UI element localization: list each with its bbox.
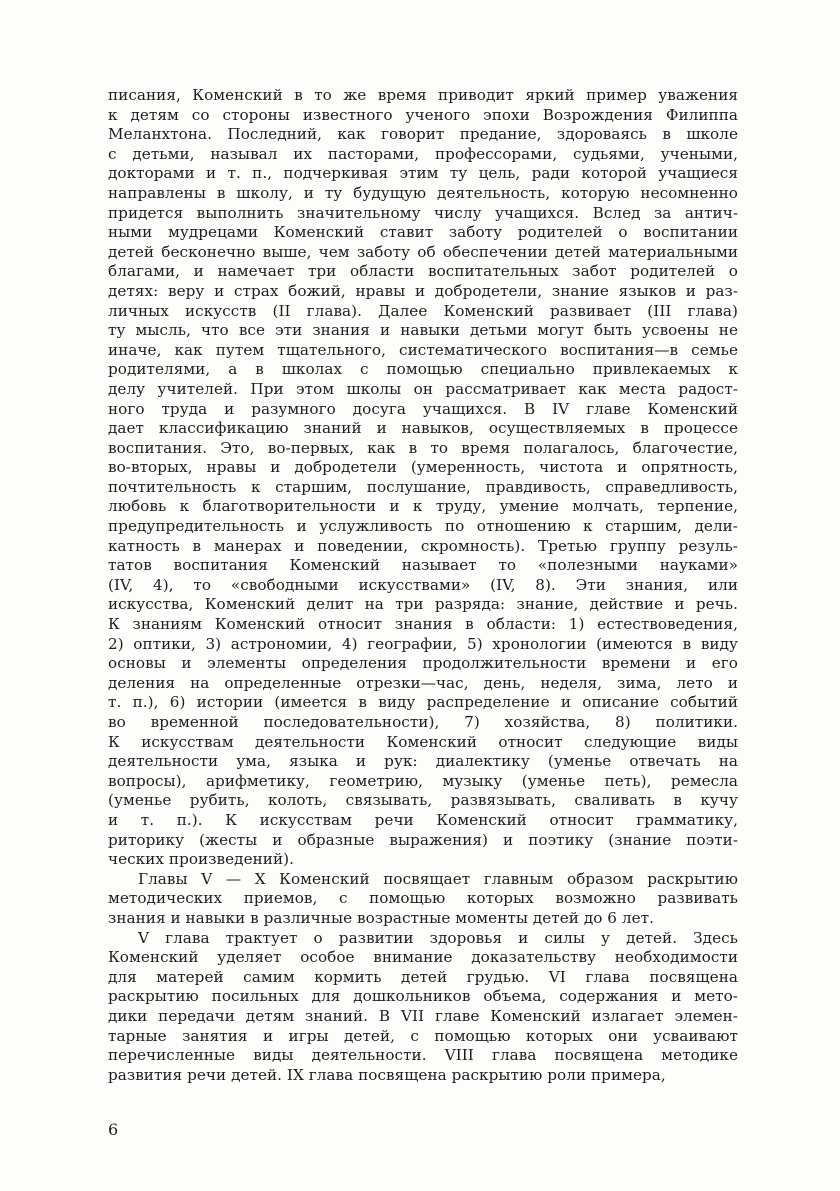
text-line: придется выполнить значительному числу учащихся. Вслед за антич- [108,203,738,222]
text-line: ными мудрецами Коменский ставит заботу родителей о воспитании [108,223,738,242]
text-line: перечисленные виды деятельности. VIII глава посвящена методике [108,1046,738,1065]
paragraph [108,870,738,929]
text-line: почтительность к старшим, послушание, правдивость, справедливость, [108,477,738,496]
text-line: деятельности ума, языка и рук: диалектику (уменье отвечать на [108,752,738,771]
text-line: детей бесконечно выше, чем заботу об обеспечении детей материальными [108,242,738,261]
text-line: 2) оптики, 3) астрономии, 4) географии, 5) хронологии (имеются в виду [108,634,738,653]
text-line: (уменье рубить, колоть, связывать, развязывать, сваливать в кучу [108,791,738,810]
text-line: Коменский уделяет особое внимание доказательству необходимости [108,948,738,967]
text-line: ту мысль, что все эти знания и навыки детьми могут быть усвоены не [108,321,738,340]
text-line: направлены в школу, и ту будущую деятельность, которую несомненно [108,183,738,202]
paragraph [108,86,738,870]
page-number: 6 [108,1120,119,1139]
text-line: делу учителей. При этом школы он рассматривает как места радост- [108,379,738,398]
text-line: ного труда и разумного досуга учащихся. В IV главе Коменский [108,399,738,418]
text-line: раскрытию посильных для дошкольников объема, содержания и мето- [108,987,738,1006]
text-line: методических приемов, с помощью которых возможно развивать [108,889,738,908]
text-line: катность в манерах и поведении, скромность). Третью группу резуль- [108,536,738,555]
text-line: для матерей самим кормить детей грудью. VI глава посвящена [108,967,738,986]
text-line: искусства, Коменский делит на три разряда: знание, действие и речь. [108,595,738,614]
text-line: Меланхтона. Последний, как говорит предание, здороваясь в школе [108,125,738,144]
text-line: любовь к благотворительности и к труду, умение молчать, терпение, [108,497,738,516]
text-line: (IV, 4), то «свободными искусствами» (IV, 8). Эти знания, или [108,575,738,594]
paragraph [108,929,738,1086]
text-line: писания, Коменский в то же время приводит яркий пример уважения [108,86,738,104]
text-line: к детям со стороны известного ученого эпохи Возрождения Филиппа [108,105,738,124]
text-line: деления на определенные отрезки—час, день, неделя, зима, лето и [108,673,738,692]
text-line: V глава трактует о развитии здоровья и силы у детей. Здесь [138,928,738,947]
text-line: К искусствам деятельности Коменский относит следующие виды [108,732,738,751]
text-line: детях: веру и страх божий, нравы и добродетели, знание языков и раз- [108,281,738,300]
text-line: К знаниям Коменский относит знания в области: 1) естествоведения, [108,615,738,634]
text-line: предупредительность и услужливость по отношению к старшим, дели- [108,517,738,536]
text-line: докторами и т. п., подчеркивая этим ту цель, ради которой учащиеся [108,164,738,183]
text-line: иначе, как путем тщательного, систематического воспитания—в семье [108,340,738,359]
text-line: родителями, а в школах с помощью специально привлекаемых к [108,360,738,379]
text-line: риторику (жесты и образные выражения) и поэтику (знание поэти- [108,830,738,849]
text-line: вопросы), арифметику, геометрию, музыку (уменье петь), ремесла [108,771,738,790]
body-text [108,86,738,1085]
text-line: во временной последовательности), 7) хозяйства, 8) политики. [108,713,738,731]
text-line: татов воспитания Коменский называет то «полезными науками» [108,556,738,575]
text-line: дает классификацию знаний и навыков, осуществляемых в процессе [108,419,738,438]
text-line: тарные занятия и игры детей, с помощью которых они усваивают [108,1026,738,1045]
text-line: с детьми, называл их пасторами, профессорами, судьями, учеными, [108,144,738,163]
text-line: личных искусств (II глава). Далее Коменский развивает (III глава) [108,301,738,320]
text-line: воспитания. Это, во-первых, как в то время полагалось, благочестие, [108,438,738,457]
text-line: т. п.), 6) истории (имеется в виду распределение и описание событий [108,693,738,712]
text-line: развития речи детей. IX глава посвящена раскрытию роли примера, [108,1065,666,1084]
text-line: Главы V — X Коменский посвящает главным образом раскрытию [138,869,738,888]
text-line: благами, и намечает три области воспитательных забот родителей о [108,262,738,281]
text-line: основы и элементы определения продолжительности времени и его [108,654,738,673]
text-line: во-вторых, нравы и добродетели (умеренность, чистота и опрятность, [108,458,738,477]
text-line: знания и навыки в различные возрастные моменты детей до 6 лет. [108,908,654,927]
text-line: и т. п.). К искусствам речи Коменский относит грамматику, [108,810,738,829]
text-line: дики передачи детям знаний. В VII главе Коменский излагает элемен- [108,1006,738,1025]
text-line: ческих произведений). [108,850,294,869]
